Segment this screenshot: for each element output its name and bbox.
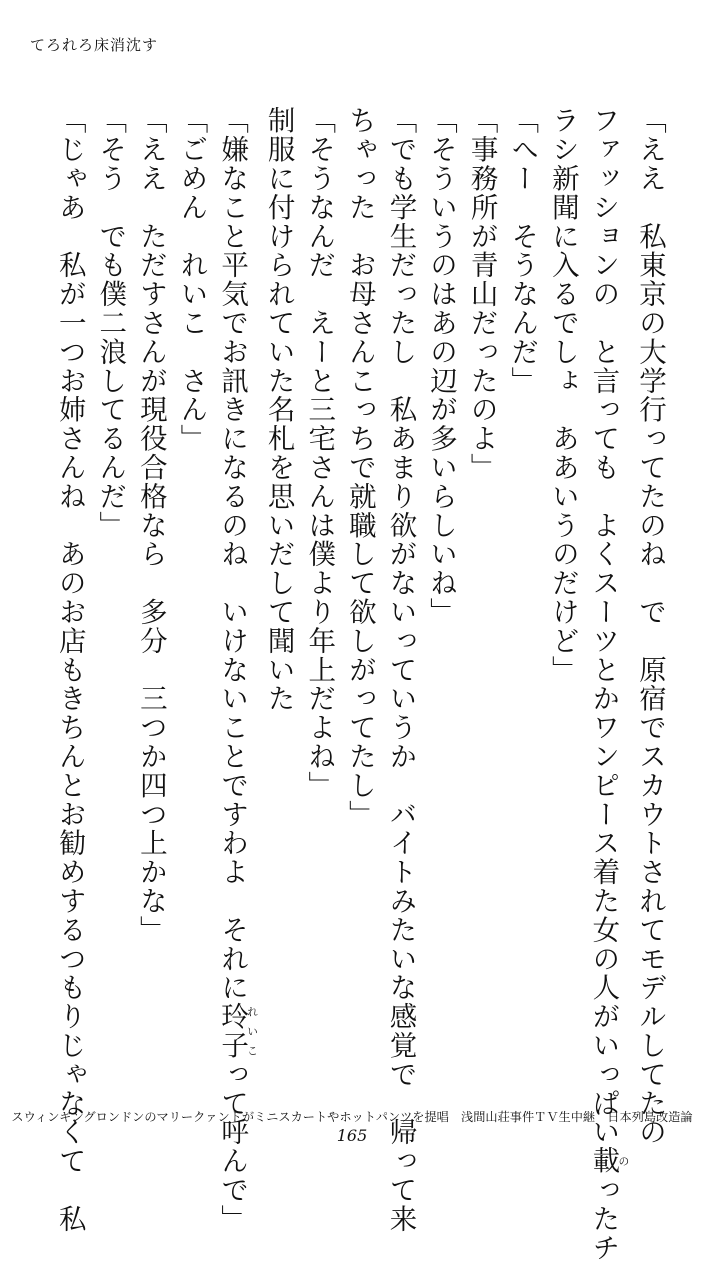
text-line-main: 「嫌なこと平気でお訊きになるのね いけないことですわよ それに xyxy=(216,106,249,1002)
text-line-tail: ったチ xyxy=(587,1175,620,1262)
text-line-tail: って呼んで」 xyxy=(216,1059,249,1234)
text-line: ちゃった お母さんこっちで就職して欲しがってたし」 xyxy=(343,106,376,829)
text-line xyxy=(583,106,630,1262)
text-line: 「じゃあ 私が一つお姉さんね あのお店もきちんとお勧めするつもりじゃなくて 私 xyxy=(53,106,86,1234)
ruby-annotation xyxy=(587,1146,630,1176)
footer-notes: スウィンギングロンドンのマリークァントがミニスカートやホットパンツを提唱 浅間山荘事件ＴＶ生中継 日本列島改造論 xyxy=(11,1110,693,1124)
ruby-annotation xyxy=(216,1001,259,1060)
text-line: 「ええ ただすさんが現役合格なら 多分 三つか四つ上かな」 xyxy=(134,106,167,945)
text-line: 「そう でも僕二浪してるんだ」 xyxy=(94,106,127,540)
page-number: 165 xyxy=(336,1126,368,1145)
text-line: 「事務所が青山だったのよ」 xyxy=(465,106,498,482)
text-line-main: ファッションの と言っても よくスーツとかワンピース着た女の人がいっぱい xyxy=(587,106,620,1147)
text-line: ラシ新聞に入るでしょ ああいうのだけど」 xyxy=(546,106,579,684)
ruby-base: 玲子 xyxy=(216,1001,249,1060)
text-line: 「そうなんだ えーと三宅さんは僕より年上だよね」 xyxy=(303,106,336,800)
text-line: 「でも学生だったし 私あまり欲がないっていうか バイトみたいな感覚で 帰って来 xyxy=(384,106,417,1234)
running-head: てろれろ床消沈す xyxy=(30,36,159,54)
ruby-reading: れいこ xyxy=(245,1001,259,1060)
ruby-reading: の xyxy=(616,1146,630,1176)
text-line: 「そういうのはあの辺が多いらしいね」 xyxy=(425,106,458,627)
text-line xyxy=(211,106,259,1234)
text-line: 「ええ 私東京の大学行ってたのね で 原宿でスカウトされてモデルしてたの xyxy=(634,106,666,1147)
text-line: 「へー そうなんだ」 xyxy=(506,106,539,395)
ruby-base: 載 xyxy=(587,1146,620,1176)
text-line: 「ごめん れいこ さん」 xyxy=(175,106,208,453)
text-line: 制服に付けられていた名札を思いだして聞いた xyxy=(262,106,295,713)
